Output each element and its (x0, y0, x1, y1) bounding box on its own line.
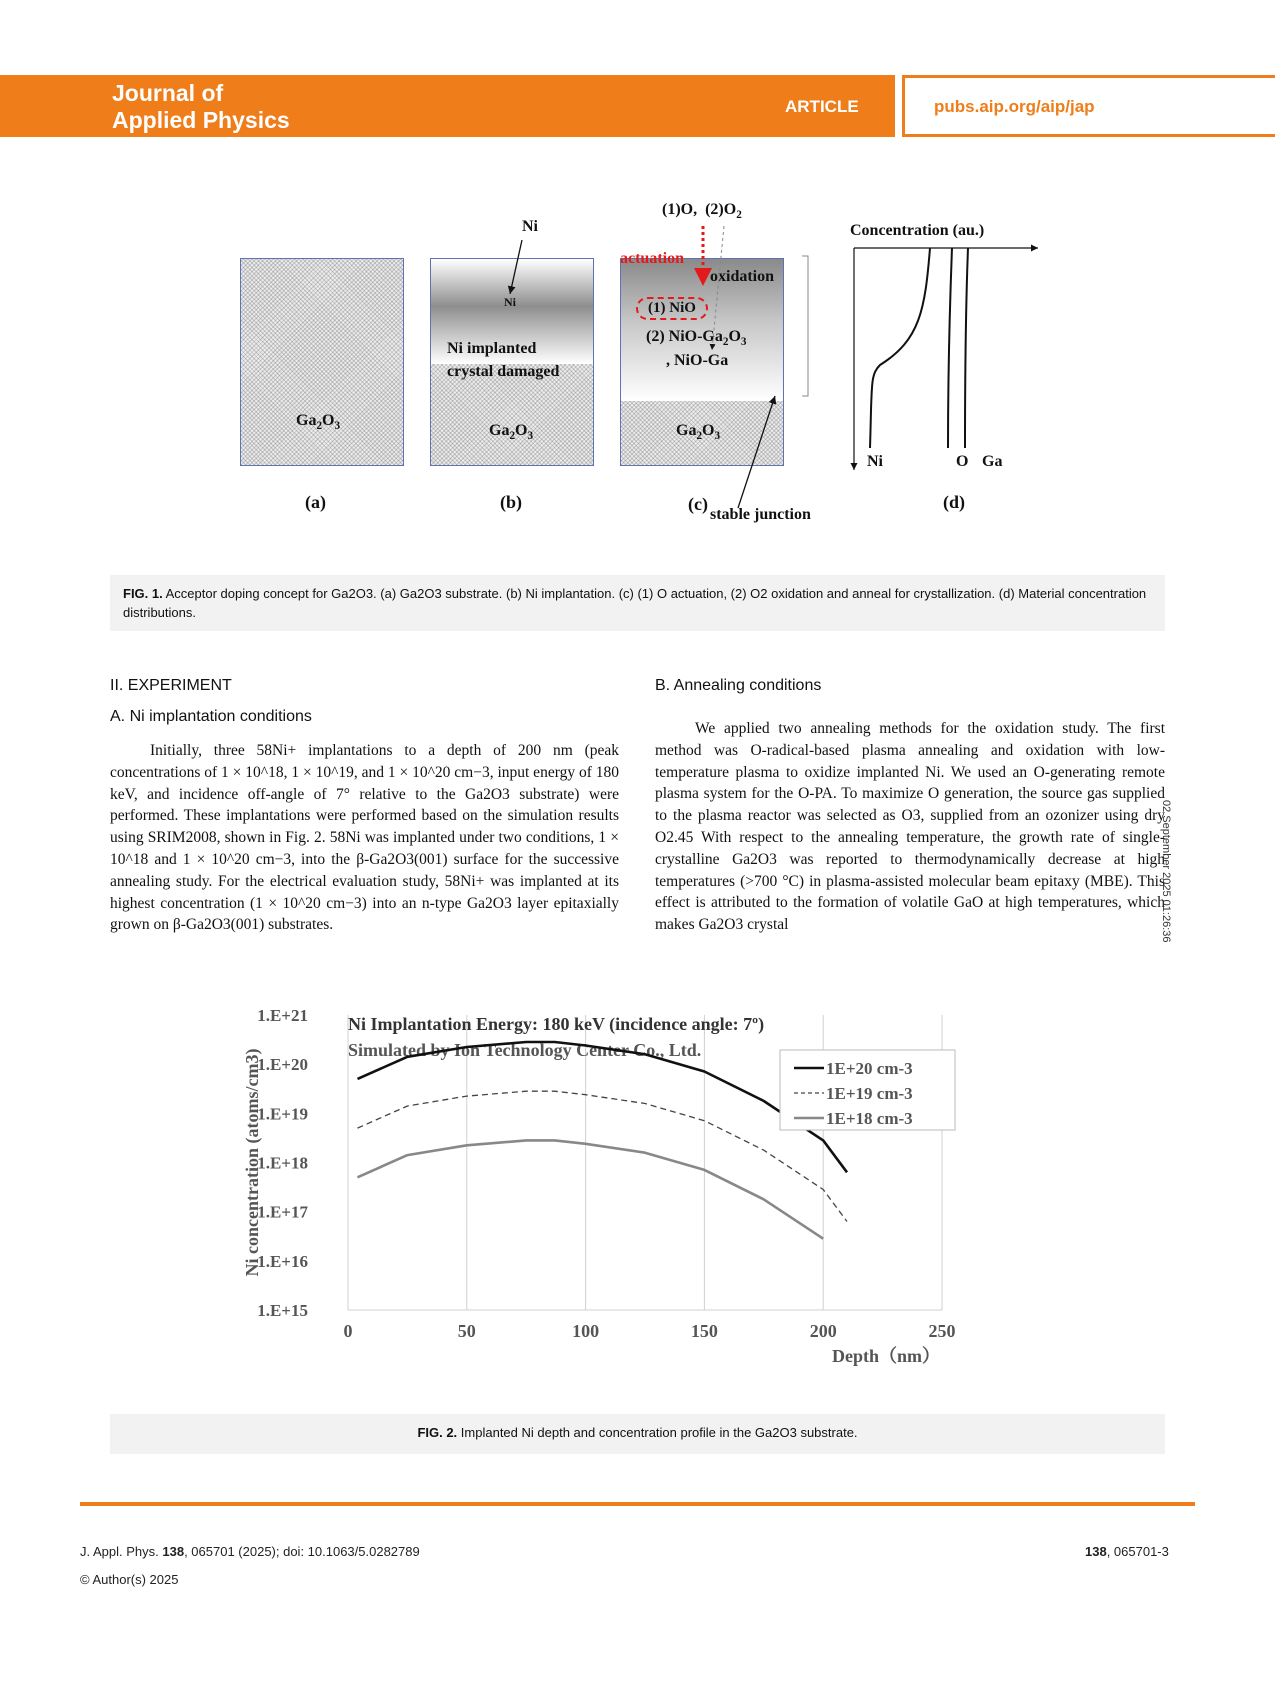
x-tick-label-200: 200 (809, 1321, 837, 1341)
y-tick-label-1.E+21: 1.E+21 (257, 1006, 308, 1025)
figure-2-caption-text: Implanted Ni depth and concentration profile in the Ga2O3 substrate. (460, 1425, 858, 1440)
series-line-1E-19-cm-3 (358, 1091, 848, 1221)
paragraph-annealing-text: We applied two annealing methods for the oxidation study. The first method was O-radical-based plasma annealing and oxidation with low-temperature plasma to oxidize implanted Ni. We used an O-generating remote plasma system for the O-PA. To maximize O generation, the source gas supplied to the plasma reactor was selected as O3, supplied from an ozonizer using dry O2.45 With respect to the annealing temperature, the growth rate of single-crystalline Ga2O3 was reported to thermodynamically decrease at high temperatures (>700 °C) in plasma-assisted molecular beam epitaxy (MBE). This effect is attributed to the formation of volatile GaO at high temperatures, which makes Ga2O3 crystal (655, 720, 1165, 934)
panel-b-crystal-damaged-label: crystal damaged (447, 363, 560, 380)
figure-2-caption-label: FIG. 2. (417, 1425, 458, 1440)
panel-c-nio-ga-label: , NiO-Ga (666, 352, 729, 369)
x-tick-label-250: 250 (928, 1321, 956, 1341)
panel-c-o-actuation-label: (1)O, $(2)O_2$ (662, 201, 742, 222)
panel-c-label: (c) (688, 494, 708, 514)
series-line-1E-18-cm-3 (358, 1140, 824, 1238)
journal-title (112, 80, 290, 134)
footer-citation-volume: 138 (162, 1544, 185, 1559)
chart-title: Ni Implantation Energy: 180 keV (incidence angle: 7º) (348, 1014, 765, 1034)
y-tick-label-1.E+19: 1.E+19 (257, 1104, 308, 1124)
download-timestamp: 02 September 2025 01:26:36 (1160, 800, 1172, 943)
panel-c-stable-junction-label: stable junction (710, 506, 811, 523)
figure-1-caption-label: FIG. 1. (123, 586, 163, 601)
panel-a-ga2o3-label: $Ga_2O_3$ (296, 412, 341, 433)
footer-page-volume: 138 (1085, 1544, 1107, 1559)
panel-d-concentration-label: Concentration (au.) (850, 222, 985, 239)
panel-b-ni-small-label: Ni (504, 295, 516, 309)
y-tick-label-1.E+17: 1.E+17 (257, 1202, 308, 1222)
legend-label-0: 1E+20 cm-3 (826, 1059, 913, 1078)
panel-c-ga2o3-label: $Ga_2O_3$ (676, 422, 721, 443)
x-tick-label-50: 50 (457, 1321, 476, 1341)
figure-1-caption-text: Acceptor doping concept for Ga2O3. (a) Ga2O3 substrate. (b) Ni implantation. (c) (1) O actuation, (2) O2 oxidation and anneal for crystallization. (d) Material concentration distributions. (123, 586, 1147, 620)
footer-citation-rest: , 065701 (2025); doi: 10.1063/5.0282789 (184, 1544, 420, 1559)
y-tick-label-1.E+16: 1.E+16 (257, 1251, 308, 1271)
panel-d-ni-curve (870, 248, 930, 448)
panel-c-actuation-label: actuation (620, 250, 684, 267)
panel-c-nio-ga2o3-label: (2) NiO-$Ga_2O_3$ (646, 328, 747, 349)
footer-page-number (1085, 1544, 1169, 1559)
panel-b-label: (b) (500, 492, 522, 512)
figure-1 (230, 200, 1090, 560)
article-type-label: ARTICLE (785, 97, 859, 116)
figure-2-chart (240, 1000, 1040, 1390)
x-tick-label-0: 0 (343, 1321, 353, 1341)
figure-2-caption (110, 1425, 1165, 1440)
panel-b-ga2o3-label: $Ga_2O_3$ (489, 422, 534, 443)
panel-d-o-curve (948, 248, 952, 448)
paragraph-annealing (655, 718, 1165, 936)
section-heading-experiment: II. EXPERIMENT (110, 677, 232, 694)
footer-citation-prefix: J. Appl. Phys. (80, 1544, 163, 1559)
footer-page-rest: , 065701-3 (1106, 1544, 1169, 1559)
panel-d-o-curve-label: O (956, 453, 969, 470)
journal-title-line1: Journal of (112, 80, 224, 106)
chart-plot-area (242, 1006, 956, 1366)
panel-c-oxidation-bracket (802, 256, 808, 396)
x-axis-label: Depth（nm） (831, 1346, 940, 1366)
panel-d-ga-curve-label: Ga (982, 453, 1003, 470)
journal-title-line2: Applied Physics (112, 107, 290, 133)
panel-d-ga-curve (965, 248, 968, 448)
figure-1-caption (123, 584, 1158, 622)
panel-c-oxidation-arrow (712, 226, 724, 350)
legend-label-2: 1E+18 cm-3 (826, 1109, 913, 1128)
y-tick-label-1.E+20: 1.E+20 (257, 1055, 308, 1075)
footer-citation (80, 1544, 420, 1559)
paragraph-implantation (110, 740, 619, 936)
panel-a-label: (a) (305, 492, 326, 512)
panel-c-oxidation-label: oxidation (710, 268, 775, 285)
panel-b-ni-implanted-label: Ni implanted (447, 340, 537, 357)
y-tick-label-1.E+18: 1.E+18 (257, 1153, 308, 1173)
panel-c-junction-arrow (738, 396, 775, 508)
journal-url-link[interactable]: pubs.aip.org/aip/jap (934, 97, 1095, 116)
subsection-heading-annealing: B. Annealing conditions (655, 677, 822, 694)
figure-1-drawing-layer (230, 200, 1090, 560)
panel-b-ni-arrow (510, 240, 522, 294)
y-axis-label: Ni concentration (atoms/cm3) (242, 1048, 262, 1277)
legend-label-1: 1E+19 cm-3 (826, 1084, 913, 1103)
y-tick-label-1.E+15: 1.E+15 (257, 1301, 308, 1320)
paragraph-implantation-text: Initially, three 58Ni+ implantations to a depth of 200 nm (peak concentrations of 1 × 10^18, 1 × 10^19, and 1 × 10^20 cm−3, input energy of 180 keV, and incidence off-angle of 7° relative to the Ga2O3 substrate) were performed. These implantations were performed based on the simulation results using SRIM2008, shown in Fig. 2. 58Ni was implanted under two conditions, 1 × 10^18 and 1 × 10^20 cm−3, into the β-Ga2O3(001) surface for the successive annealing study. For the electrical evaluation study, 58Ni+ was implanted at its highest concentration (1 × 10^20 cm−3) into an n-type Ga2O3 layer epitaxially grown on β-Ga2O3(001) substrates. (110, 742, 619, 934)
footer-copyright: © Author(s) 2025 (80, 1572, 179, 1587)
panel-d-label: (d) (943, 492, 965, 512)
subsection-heading-implantation: A. Ni implantation conditions (110, 708, 312, 725)
x-tick-label-150: 150 (690, 1321, 718, 1341)
footer-rule (80, 1502, 1195, 1506)
chart-subtitle: Simulated by Ion Technology Center Co., Ltd. (348, 1040, 702, 1060)
x-tick-label-100: 100 (572, 1321, 600, 1341)
panel-c-nio-label: (1) NiO (636, 297, 708, 320)
panel-b-ni-label: Ni (522, 218, 538, 235)
panel-d-ni-curve-label: Ni (867, 453, 883, 470)
series-line-1E-20-cm-3 (358, 1042, 848, 1172)
